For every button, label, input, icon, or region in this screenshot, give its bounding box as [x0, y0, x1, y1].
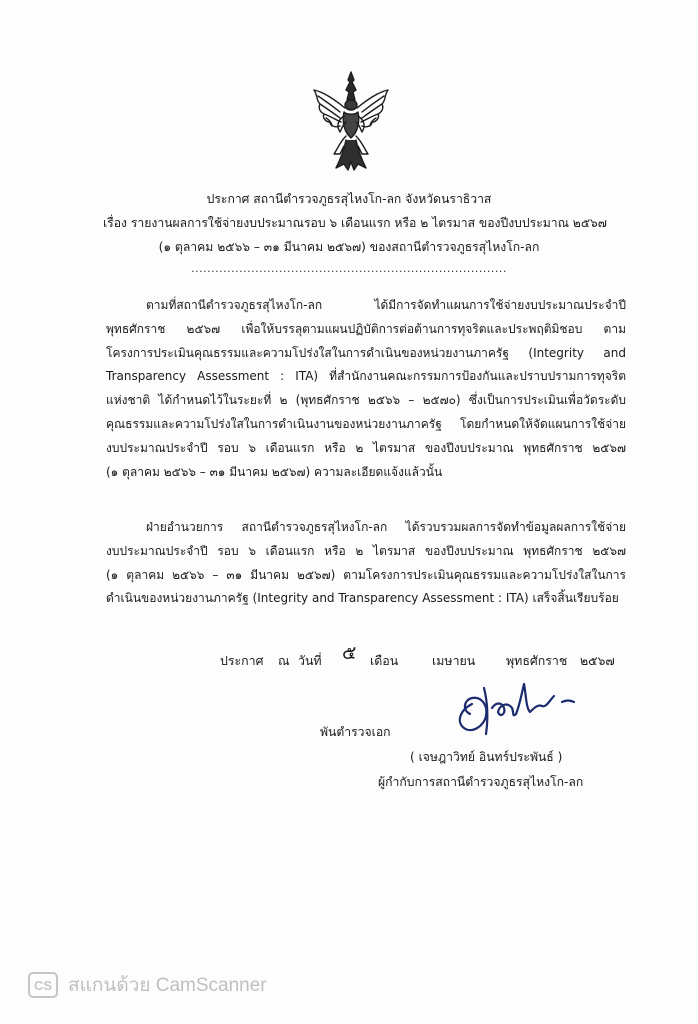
paragraph-line: โครงการประเมินคุณธรรมและความโปร่งใสในการดำเนินของหน่วยงานภาครัฐ (Integrity and: [106, 345, 626, 360]
handwritten-signature-icon: [442, 674, 592, 740]
date-day-label: วันที่: [298, 653, 322, 668]
announcement-title: ประกาศ สถานีตำรวจภูธรสุไหงโก-ลก จังหวัดนราธิวาส: [206, 192, 492, 206]
signatory-rank: พันตำรวจเอก: [320, 725, 391, 739]
paragraph-line: Transparency Assessment : ITA) ที่สำนักงานคณะกรรมการป้องกันและปราบปรามการทุจริต: [106, 369, 626, 384]
date-month-value: เมษายน: [432, 653, 476, 668]
paragraph-line: (๑ ตุลาคม ๒๕๖๖ – ๓๑ มีนาคม ๒๕๖๗) ตามโครงการประเมินคุณธรรมและความโปร่งใสในการ: [106, 567, 626, 582]
date-year-label: พุทธศักราช: [506, 653, 568, 668]
garuda-emblem-icon: [310, 70, 392, 172]
date-label: ประกาศ: [220, 653, 264, 668]
body-paragraph-1: [106, 294, 626, 484]
paragraph-line: งบประมาณประจำปี รอบ ๖ เดือนแรก หรือ ๒ ไตรมาส ของปีงบประมาณ พุทธศักราช ๒๕๖๗: [106, 543, 626, 558]
paragraph-line: งบประมาณประจำปี รอบ ๖ เดือนแรก หรือ ๒ ไตรมาส ของปีงบประมาณ พุทธศักราช ๒๕๖๗: [106, 440, 626, 455]
camscanner-watermark: [28, 970, 267, 1000]
paragraph-line: ดำเนินของหน่วยงานภาครัฐ (Integrity and Transparency Assessment : ITA) เสร็จสิ้นเรียบร้อย: [106, 591, 619, 606]
paragraph-line: ตามที่สถานีตำรวจภูธรสุไหงโก-ลก ได้มีการจัดทำแผนการใช้จ่ายงบประมาณประจำปี: [146, 298, 626, 312]
body-paragraph-2: [106, 516, 626, 611]
paragraph-line: คุณธรรมและความโปร่งใสในการดำเนินงานของหน่วยงานภาครัฐ โดยกำหนดให้จัดแผนการใช้จ่าย: [106, 416, 626, 431]
signatory-title: ผู้กำกับการสถานีตำรวจภูธรสุไหงโก-ลก: [378, 775, 584, 789]
announcement-period: (๑ ตุลาคม ๒๕๖๖ – ๓๑ มีนาคม ๒๕๖๗) ของสถานีตำรวจภูธรสุไหงโก-ลก: [158, 240, 540, 254]
paragraph-line: ฝ่ายอำนวยการ สถานีตำรวจภูธรสุไหงโก-ลก ได้รวบรวมผลการจัดทำข้อมูลผลการใช้จ่าย: [146, 520, 626, 534]
date-at: ณ: [278, 653, 290, 668]
signatory-name: ( เจษฎาวิทย์ อินทร์ประพันธ์ ): [410, 750, 563, 764]
watermark-text: สแกนด้วย CamScanner: [68, 975, 267, 996]
date-day-value: ๕: [342, 642, 357, 664]
announcement-subject: เรื่อง รายงานผลการใช้จ่ายงบประมาณรอบ ๖ เดือนแรก หรือ ๒ ไตรมาส ของปีงบประมาณ ๒๕๖๗: [103, 216, 607, 230]
dotted-separator: ...............................................................................: [191, 262, 507, 275]
camscanner-logo-icon: CS: [28, 972, 58, 998]
date-month-label: เดือน: [370, 653, 399, 668]
date-year-value: ๒๕๖๗: [580, 653, 615, 668]
paragraph-line: แห่งชาติ ได้กำหนดไว้ในระยะที่ ๒ (พุทธศักราช ๒๕๖๖ – ๒๕๗๐) ซึ่งเป็นการประเมินเพื่อวัดระดับ: [106, 393, 626, 408]
paragraph-line: (๑ ตุลาคม ๒๕๖๖ – ๓๑ มีนาคม ๒๕๖๗) ความละเอียดแจ้งแล้วนั้น: [106, 464, 443, 479]
paragraph-line: พุทธศักราช ๒๕๖๗ เพื่อให้บรรลุตามแผนปฏิบัติการต่อต้านการทุจริตและประพฤติมิชอบ ตาม: [106, 321, 626, 336]
